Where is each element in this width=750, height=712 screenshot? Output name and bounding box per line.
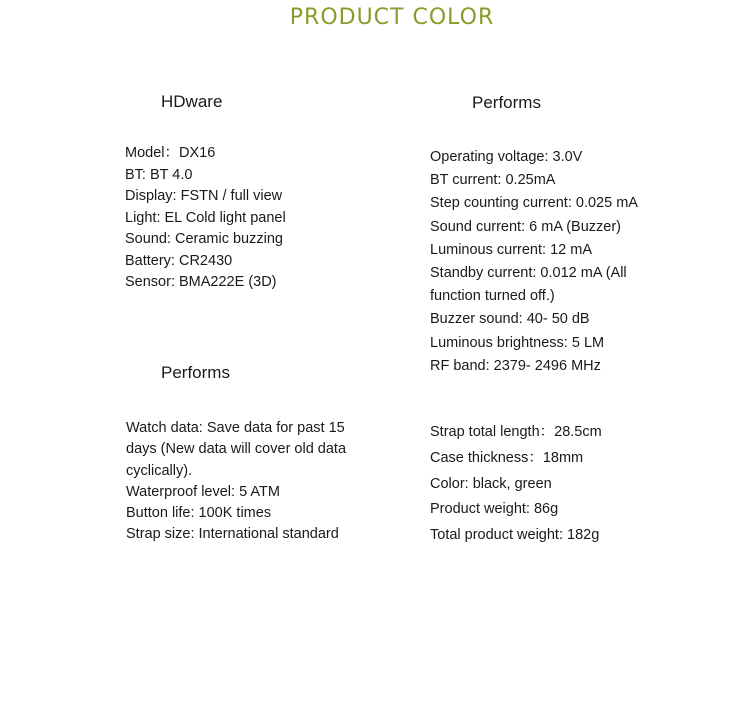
spec-item-step-current: Step counting current: 0.025 mA <box>430 195 638 212</box>
performs-heading-left: Performs <box>161 363 230 382</box>
spec-item-standby-current-cont: function turned off.) <box>430 288 555 305</box>
spec-item-watch-data-cont2: cyclically). <box>126 462 193 479</box>
spec-item-rf-band: RF band: 2379- 2496 MHz <box>430 357 601 374</box>
spec-item-luminous-current: Luminous current: 12 mA <box>430 241 592 258</box>
spec-item-bt-current: BT current: 0.25mA <box>430 172 556 189</box>
spec-item-watch-data: Watch data: Save data for past 15 <box>126 420 345 436</box>
spec-item-operating-voltage: Operating voltage: 3.0V <box>430 149 583 165</box>
performs-spec-list <box>430 146 690 378</box>
spec-item-bt: BT: BT 4.0 <box>125 166 193 183</box>
watch-data-spec-list <box>126 418 386 546</box>
spec-item-sound-current: Sound current: 6 mA (Buzzer) <box>430 218 621 235</box>
hardware-heading: HDware <box>161 92 223 111</box>
spec-item-battery: Battery: CR2430 <box>125 252 233 269</box>
spec-item-case-thickness: Case thickness：18mm <box>430 449 584 466</box>
spec-item-standby-current: Standby current: 0.012 mA (All <box>430 265 627 282</box>
hardware-spec-list <box>125 143 405 294</box>
spec-item-button-life: Button life: 100K times <box>126 505 272 522</box>
spec-item-model: Model：DX16 <box>125 145 216 161</box>
page-title: PRODUCT COLOR <box>289 5 495 30</box>
spec-item-strap-length: Strap total length：28.5cm <box>430 424 602 440</box>
spec-item-color: Color: black, green <box>430 475 552 492</box>
spec-item-display: Display: FSTN / full view <box>125 188 283 204</box>
spec-item-luminous-brightness: Luminous brightness: 5 LM <box>430 334 605 351</box>
spec-item-buzzer-sound: Buzzer sound: 40- 50 dB <box>430 311 590 328</box>
spec-item-strap-size: Strap size: International standard <box>126 526 339 543</box>
spec-item-total-weight: Total product weight: 182g <box>430 527 600 544</box>
spec-item-sound: Sound: Ceramic buzzing <box>125 231 283 247</box>
spec-item-watch-data-cont: days (New data will cover old data <box>126 441 347 458</box>
spec-item-waterproof: Waterproof level: 5 ATM <box>126 483 280 500</box>
performs-heading-right: Performs <box>472 93 541 112</box>
spec-item-light: Light: EL Cold light panel <box>125 209 286 226</box>
spec-item-sensor: Sensor: BMA222E (3D) <box>125 274 277 290</box>
physical-spec-list <box>430 420 690 549</box>
spec-item-product-weight: Product weight: 86g <box>430 501 559 518</box>
